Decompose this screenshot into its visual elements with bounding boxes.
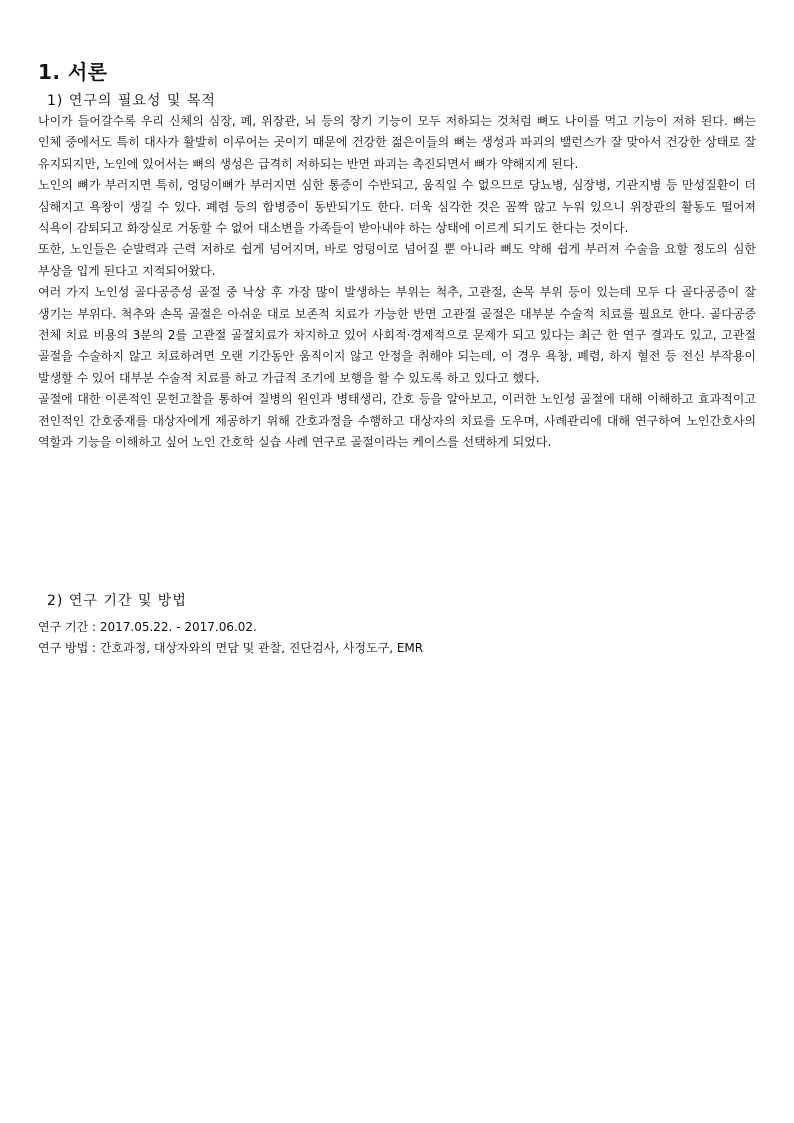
chapter-title: 1. 서론: [38, 60, 108, 84]
paragraph: 골절에 대한 이론적인 문헌고찰을 통하여 질병의 원인과 병태생리, 간호 등을 알아보고, 이러한 노인성 골절에 대해 이해하고 효과적이고 전인적인 간호중재를 대상자에게 제공하기 위해 간호과정을 수행하고 대상자의 치료를 도우며, 사례관리에 대해 연구하여 노인간호사의 역할과 기능을 이해하고 싶어 노인 간호학 실습 사례 연구로 골절이라는 케이스를 선택하게 되었다.: [38, 392, 756, 450]
paragraph: 나이가 들어갈수록 우리 신체의 심장, 폐, 위장관, 뇌 등의 장기 기능이 모두 저하되는 것처럼 뼈도 나이를 먹고 기능이 저하 된다. 뼈는 인체 중에서도 특히 대사가 활발히 이루어는 곳이기 때문에 건강한 젊은이들의 뼈는 생성과 파괴의 밸런스가 잘 맞아서 건강한 상태로 잘 유지되지만, 노인에 있어서는 뼈의 생성은 급격히 저하되는 반면 파괴는 촉진되면서 뼈가 약해지게 된다.: [38, 114, 756, 171]
section-heading-method: 2) 연구 기간 및 방법: [47, 593, 187, 609]
study-period: 연구 기간 : 2017.05.22. - 2017.06.02.: [38, 620, 257, 634]
section-body-purpose: [38, 111, 756, 454]
paragraph: 여러 가지 노인성 골다공증성 골절 중 낙상 후 가장 많이 발생하는 부위는 척추, 고관절, 손목 부위 등이 있는데 모두 다 골다공증이 잘 생기는 부위다. 척추와 손목 골절은 아쉬운 대로 보존적 치료가 가능한 반면 고관절 골절은 대부분 수술적 치료를 필요로 한다. 골다공증 전체 치료 비용의 3분의 2를 고관절 골절치료가 차지하고 있어 사회적·경제적으로 문제가 되고 있다는 최근 한 연구 결과도 있고, 고관절 골절을 수술하지 않고 치료하려면 오랜 기간동안 움직이지 않고 안정을 취해야 되는데, 이 경우 욕창, 폐렴, 하지 혈전 등 전신 부작용이 발생할 수 있어 대부분 수술적 치료를 하고 가급적 조기에 보행을 할 수 있도록 하고 있다고 했다.: [38, 285, 756, 385]
section-heading-purpose: 1) 연구의 필요성 및 목적: [47, 93, 216, 109]
paragraph: 노인의 뼈가 부러지면 특히, 엉덩이뼈가 부러지면 심한 통증이 수반되고, 움직일 수 없으므로 당뇨병, 심장병, 기관지병 등 만성질환이 더 심해지고 욕창이 생길 수 있다. 폐렴 등의 합병증이 동반되기도 한다. 더욱 심각한 것은 꼼짝 않고 누워 있으니 위장관의 활동도 떨어져 식욕이 감퇴되고 화장실로 거동할 수 없어 대소변을 가족들이 받아내야 하는 상태에 이르게 되기도 한다는 것이다.: [38, 178, 756, 236]
study-method: 연구 방법 : 간호과정, 대상자와의 면담 및 관찰, 진단검사, 사정도구, EMR: [38, 641, 424, 655]
paragraph: 또한, 노인들은 순발력과 근력 저하로 쉽게 넘어지며, 바로 엉덩이로 넘어질 뿐 아니라 뼈도 약해 쉽게 부러져 수술을 요할 정도의 심한 부상을 입게 된다고 지적되어왔다.: [38, 242, 756, 278]
study-info: [38, 617, 423, 659]
